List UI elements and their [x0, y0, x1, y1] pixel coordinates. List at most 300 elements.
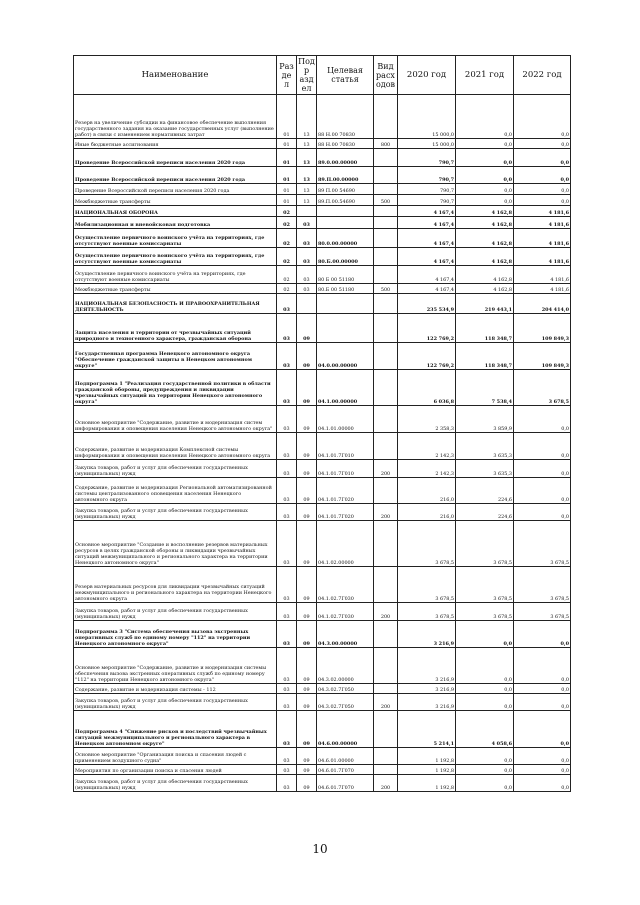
row-podrazdel-cell: 13 [297, 149, 317, 167]
row-razdel-cell: 03 [277, 711, 297, 748]
row-2022-cell: 0,0 [514, 684, 571, 694]
row-vid-cell [374, 478, 398, 504]
row-2021-cell: 219 443,1 [456, 294, 514, 314]
row-name-cell: Основное мероприятие "Содержание, развитие и модернизация системы обеспечения вызова экстренных оперативных служб по единому номеру "112" на территории Ненецкого автономного округа" [74, 648, 277, 684]
row-2022-cell: 0,0 [514, 95, 571, 139]
row-statya-cell: 04.6.00.00000 [317, 711, 374, 748]
row-2020-cell: 2 142,3 [398, 460, 456, 478]
row-2020-cell: 1 192,8 [398, 748, 456, 765]
row-name-cell: Основное мероприятие "Создание и восполнение резервов материальных ресурсов в целях гражданской обороны и ликвидации чрезвычайных ситуаций межмуниципального и регионального характера на территории Ненецкого автономного округа" [74, 521, 277, 567]
row-name-cell: Содержание, развитие и модернизация Комплексной системы информирования и оповещения населения Ненецкого автономного округа [74, 433, 277, 460]
row-name-cell: Закупка товаров, работ и услуг для обеспечения государственных (муниципальных) нужд [74, 694, 277, 711]
table-row [74, 370, 571, 406]
row-statya-cell: 04.1.01.7Г020 [317, 504, 374, 521]
row-2021-cell: 3 678,5 [456, 567, 514, 603]
row-2020-cell: 2 142,3 [398, 433, 456, 460]
row-name-cell: Осуществление первичного воинского учёта на территориях, где отсутствуют военные комиссариаты [74, 248, 277, 266]
row-razdel-cell: 03 [277, 460, 297, 478]
row-vid-cell [374, 95, 398, 139]
row-name-cell: Подпрограмма 4 "Снижение рисков и последствий чрезвычайных ситуаций межмуниципального и регионального характера в Ненецком автономном округе" [74, 711, 277, 748]
page-number: 10 [312, 842, 328, 856]
table-row [74, 248, 571, 266]
row-razdel-cell: 01 [277, 95, 297, 139]
row-vid-cell: 200 [374, 460, 398, 478]
row-2022-cell: 0,0 [514, 149, 571, 167]
table-row [74, 195, 571, 206]
row-podrazdel-cell: 09 [297, 621, 317, 648]
row-podrazdel-cell: 09 [297, 775, 317, 792]
row-2022-cell: 3 678,5 [514, 370, 571, 406]
row-name-cell: Закупка товаров, работ и услуг для обеспечения государственных (муниципальных) нужд [74, 775, 277, 792]
row-name-cell: Межбюджетные трансферты [74, 284, 277, 294]
row-2022-cell: 3 678,5 [514, 521, 571, 567]
row-podrazdel-cell: 03 [297, 229, 317, 248]
row-name-cell: Основное мероприятие "Содержание, развитие и модернизация систем информирования и оповещения населения Ненецкого автономного округа" [74, 406, 277, 433]
table-row [74, 603, 571, 621]
row-statya-cell: 04.1.01.00000 [317, 406, 374, 433]
row-2021-cell: 0,0 [456, 694, 514, 711]
row-podrazdel-cell: 03 [297, 284, 317, 294]
row-vid-cell [374, 217, 398, 229]
row-podrazdel-cell: 09 [297, 711, 317, 748]
row-statya-cell: 04.0.00.00000 [317, 343, 374, 370]
row-name-cell: Закупка товаров, работ и услуг для обеспечения государственных (муниципальных) нужд [74, 460, 277, 478]
row-2021-cell: 0,0 [456, 648, 514, 684]
row-statya-cell [317, 294, 374, 314]
row-2021-cell: 3 678,5 [456, 603, 514, 621]
row-podrazdel-cell: 09 [297, 765, 317, 775]
row-razdel-cell: 02 [277, 266, 297, 284]
row-2022-cell: 0,0 [514, 504, 571, 521]
row-razdel-cell: 03 [277, 343, 297, 370]
header-year-2021: 2021 год [456, 56, 514, 95]
row-name-cell: Государственная программа Ненецкого автономного округа "Обеспечение гражданской защиты в Ненецком автономном округе" [74, 343, 277, 370]
row-podrazdel-cell: 09 [297, 748, 317, 765]
row-2022-cell: 0,0 [514, 775, 571, 792]
row-2021-cell: 0,0 [456, 765, 514, 775]
row-name-cell: Защита населения и территории от чрезвычайных ситуаций природного и техногенного характера, гражданская оборона [74, 314, 277, 343]
row-2020-cell: 1 192,8 [398, 775, 456, 792]
row-statya-cell: 04.6.01.00000 [317, 748, 374, 765]
row-podrazdel-cell: 09 [297, 433, 317, 460]
row-2020-cell: 790,7 [398, 184, 456, 195]
row-2021-cell: 0,0 [456, 621, 514, 648]
row-vid-cell [374, 765, 398, 775]
row-podrazdel-cell: 13 [297, 167, 317, 184]
header-year-2020: 2020 год [398, 56, 456, 95]
row-name-cell: Подпрограмма 3 "Система обеспечения вызова экстренных оперативных служб по единому номеру "112" на территории Ненецкого автономного округа" [74, 621, 277, 648]
row-name-cell: Межбюджетные трансферты [74, 195, 277, 206]
table-body [74, 95, 571, 792]
row-2022-cell: 0,0 [514, 765, 571, 775]
row-razdel-cell: 03 [277, 765, 297, 775]
row-2021-cell: 4 162,8 [456, 229, 514, 248]
row-2021-cell: 0,0 [456, 167, 514, 184]
row-podrazdel-cell: 09 [297, 314, 317, 343]
row-2021-cell: 0,0 [456, 684, 514, 694]
header-razdel: Разде л [277, 56, 297, 95]
row-podrazdel-cell: 09 [297, 370, 317, 406]
row-razdel-cell: 02 [277, 248, 297, 266]
row-2021-cell: 4 162,8 [456, 284, 514, 294]
row-2021-cell: 224,6 [456, 478, 514, 504]
budget-table [73, 55, 571, 792]
row-statya-cell: 04.3.02.7Г050 [317, 684, 374, 694]
row-razdel-cell: 03 [277, 314, 297, 343]
row-razdel-cell: 03 [277, 621, 297, 648]
row-podrazdel-cell: 09 [297, 478, 317, 504]
table-row [74, 217, 571, 229]
table-row [74, 765, 571, 775]
row-name-cell: Мобилизационная и вневойсковая подготовка [74, 217, 277, 229]
row-vid-cell [374, 370, 398, 406]
row-2020-cell: 4 167,4 [398, 206, 456, 217]
table-row [74, 206, 571, 217]
table-header-row [74, 56, 571, 95]
row-2021-cell: 224,6 [456, 504, 514, 521]
row-2022-cell: 0,0 [514, 478, 571, 504]
row-podrazdel-cell [297, 294, 317, 314]
row-statya-cell [317, 314, 374, 343]
table-row [74, 775, 571, 792]
row-2021-cell: 3 678,5 [456, 521, 514, 567]
row-razdel-cell: 02 [277, 229, 297, 248]
row-2022-cell: 109 849,3 [514, 314, 571, 343]
row-2020-cell: 5 214,1 [398, 711, 456, 748]
row-2020-cell: 3 678,5 [398, 567, 456, 603]
row-vid-cell [374, 433, 398, 460]
row-2022-cell: 4 181,6 [514, 266, 571, 284]
row-podrazdel-cell: 09 [297, 694, 317, 711]
row-2022-cell: 0,0 [514, 711, 571, 748]
row-razdel-cell: 03 [277, 433, 297, 460]
row-statya-cell: 04.3.02.7Г050 [317, 694, 374, 711]
row-name-cell: Проведение Всероссийской переписи населения 2020 года [74, 184, 277, 195]
row-razdel-cell: 01 [277, 195, 297, 206]
header-name: Наименование [74, 56, 277, 95]
row-2020-cell: 15 000,0 [398, 95, 456, 139]
row-name-cell: Содержание, развитие и модернизация Региональной автоматизированной системы централизованного оповещения населения Ненецкого автономного округа [74, 478, 277, 504]
table-row [74, 521, 571, 567]
row-statya-cell: 04.1.01.7Г010 [317, 460, 374, 478]
row-2022-cell: 0,0 [514, 139, 571, 149]
row-podrazdel-cell: 09 [297, 567, 317, 603]
row-name-cell: Резерв материальных ресурсов для ликвидации чрезвычайных ситуаций межмуниципального и регионального характера на территории Ненецкого автономного округа [74, 567, 277, 603]
row-2021-cell: 4 162,8 [456, 266, 514, 284]
row-2022-cell: 4 181,6 [514, 206, 571, 217]
row-statya-cell: 04.1.01.7Г010 [317, 433, 374, 460]
row-statya-cell: 04.3.00.00000 [317, 621, 374, 648]
table-row [74, 433, 571, 460]
row-2022-cell: 4 181,6 [514, 217, 571, 229]
row-statya-cell: 04.6.01.7Г070 [317, 775, 374, 792]
row-2020-cell: 3 216,9 [398, 648, 456, 684]
row-2021-cell: 0,0 [456, 195, 514, 206]
row-statya-cell: 04.1.02.7Г030 [317, 603, 374, 621]
row-name-cell: Основное мероприятие "Организация поиска и спасения людей с применением воздушного судна" [74, 748, 277, 765]
row-name-cell: Проведение Всероссийской переписи населения 2020 года [74, 167, 277, 184]
row-vid-cell [374, 184, 398, 195]
row-vid-cell [374, 521, 398, 567]
header-podrazdel: Подр аздел [298, 57, 315, 93]
row-vid-cell [374, 748, 398, 765]
row-razdel-cell: 01 [277, 167, 297, 184]
row-2021-cell: 0,0 [456, 149, 514, 167]
row-vid-cell: 200 [374, 603, 398, 621]
table-row [74, 149, 571, 167]
table-row [74, 184, 571, 195]
row-podrazdel-cell: 09 [297, 684, 317, 694]
table-row [74, 711, 571, 748]
row-vid-cell: 200 [374, 694, 398, 711]
row-razdel-cell: 03 [277, 370, 297, 406]
row-2021-cell: 4 058,6 [456, 711, 514, 748]
row-2020-cell: 3 216,9 [398, 694, 456, 711]
table-row [74, 314, 571, 343]
row-statya-cell: 04.1.02.7Г030 [317, 567, 374, 603]
row-vid-cell [374, 684, 398, 694]
row-podrazdel-cell [297, 206, 317, 217]
table-row [74, 460, 571, 478]
row-razdel-cell: 03 [277, 694, 297, 711]
row-2020-cell: 235 534,9 [398, 294, 456, 314]
table-row [74, 406, 571, 433]
row-2020-cell: 790,7 [398, 167, 456, 184]
row-2020-cell: 122 769,2 [398, 314, 456, 343]
row-2020-cell: 216,0 [398, 478, 456, 504]
row-razdel-cell: 03 [277, 648, 297, 684]
row-razdel-cell: 03 [277, 775, 297, 792]
row-2020-cell: 4 167,4 [398, 217, 456, 229]
row-2020-cell: 15 000,0 [398, 139, 456, 149]
row-statya-cell: 89 П.00 54690 [317, 184, 374, 195]
row-name-cell: Иные бюджетные ассигнования [74, 139, 277, 149]
row-2021-cell: 0,0 [456, 184, 514, 195]
row-2020-cell: 2 358,3 [398, 406, 456, 433]
row-2020-cell: 4 167,4 [398, 248, 456, 266]
row-podrazdel-cell: 09 [297, 648, 317, 684]
row-2021-cell: 4 162,8 [456, 248, 514, 266]
row-2020-cell: 790,7 [398, 195, 456, 206]
row-2021-cell: 118 348,7 [456, 314, 514, 343]
row-2020-cell: 122 769,2 [398, 343, 456, 370]
row-statya-cell: 80.0.00.00000 [317, 229, 374, 248]
row-razdel-cell: 03 [277, 504, 297, 521]
row-2021-cell: 4 162,8 [456, 217, 514, 229]
row-2021-cell: 4 162,8 [456, 206, 514, 217]
table-row [74, 504, 571, 521]
header-statya: Целевая статья [317, 56, 374, 95]
row-2020-cell: 4 167,4 [398, 229, 456, 248]
table-row [74, 748, 571, 765]
row-vid-cell [374, 406, 398, 433]
row-2020-cell: 4 167,4 [398, 284, 456, 294]
table-row [74, 684, 571, 694]
row-razdel-cell: 03 [277, 567, 297, 603]
row-razdel-cell: 03 [277, 478, 297, 504]
row-2022-cell: 4 181,6 [514, 229, 571, 248]
row-statya-cell [317, 217, 374, 229]
table-row [74, 95, 571, 139]
table-row [74, 343, 571, 370]
row-statya-cell: 04.1.02.00000 [317, 521, 374, 567]
row-vid-cell [374, 206, 398, 217]
row-razdel-cell: 01 [277, 139, 297, 149]
row-razdel-cell: 03 [277, 521, 297, 567]
row-2022-cell: 0,0 [514, 195, 571, 206]
row-2022-cell: 0,0 [514, 433, 571, 460]
row-vid-cell [374, 343, 398, 370]
row-2022-cell: 3 678,5 [514, 603, 571, 621]
row-2020-cell: 216,0 [398, 504, 456, 521]
row-razdel-cell: 03 [277, 603, 297, 621]
row-vid-cell [374, 294, 398, 314]
row-vid-cell [374, 314, 398, 343]
row-statya-cell: 80 Б 00 51180 [317, 266, 374, 284]
row-2022-cell: 0,0 [514, 694, 571, 711]
row-razdel-cell: 03 [277, 294, 297, 314]
row-statya-cell: 88 Н.00 70830 [317, 95, 374, 139]
row-2020-cell: 790,7 [398, 149, 456, 167]
row-razdel-cell: 03 [277, 748, 297, 765]
row-2022-cell: 0,0 [514, 167, 571, 184]
row-2022-cell: 3 678,5 [514, 567, 571, 603]
row-2022-cell: 4 181,6 [514, 248, 571, 266]
row-statya-cell: 89.П.00.00000 [317, 167, 374, 184]
row-razdel-cell: 01 [277, 149, 297, 167]
row-name-cell: НАЦИОНАЛЬНАЯ БЕЗОПАСНОСТЬ И ПРАВООХРАНИТЕЛЬНАЯ ДЕЯТЕЛЬНОСТЬ [74, 294, 277, 314]
row-2021-cell: 3 859,9 [456, 406, 514, 433]
table-row [74, 294, 571, 314]
row-vid-cell: 800 [374, 139, 398, 149]
table-row [74, 567, 571, 603]
row-2022-cell: 0,0 [514, 460, 571, 478]
row-name-cell: Осуществление первичного воинского учёта на территориях, где отсутствуют военные комиссариаты [74, 266, 277, 284]
row-vid-cell: 500 [374, 195, 398, 206]
row-2021-cell: 7 538,4 [456, 370, 514, 406]
row-name-cell: Подпрограмма 1 "Реализация государственной политики в области гражданской обороны, предупреждения и ликвидации чрезвычайных ситуаций на территории Ненецкого автономного округа" [74, 370, 277, 406]
row-statya-cell: 88 Н.00 70830 [317, 139, 374, 149]
table-row [74, 694, 571, 711]
row-razdel-cell: 02 [277, 206, 297, 217]
row-2021-cell: 0,0 [456, 748, 514, 765]
table-row [74, 229, 571, 248]
row-vid-cell [374, 248, 398, 266]
row-2022-cell: 0,0 [514, 406, 571, 433]
row-statya-cell: 89.0.00.00000 [317, 149, 374, 167]
table-row [74, 167, 571, 184]
row-podrazdel-cell: 03 [297, 248, 317, 266]
table-row [74, 621, 571, 648]
row-statya-cell: 04.1.01.7Г020 [317, 478, 374, 504]
row-2020-cell: 3 678,5 [398, 521, 456, 567]
header-vid: Вид расх одов [374, 56, 398, 95]
row-name-cell: Содержание, развитие и модернизация системы - 112 [74, 684, 277, 694]
row-name-cell: Закупка товаров, работ и услуг для обеспечения государственных (муниципальных) нужд [74, 504, 277, 521]
table-row [74, 648, 571, 684]
row-vid-cell: 200 [374, 504, 398, 521]
row-razdel-cell: 02 [277, 217, 297, 229]
row-2022-cell: 0,0 [514, 621, 571, 648]
row-podrazdel-cell: 09 [297, 603, 317, 621]
row-2022-cell: 204 414,0 [514, 294, 571, 314]
row-vid-cell: 500 [374, 284, 398, 294]
table-row [74, 284, 571, 294]
row-2020-cell: 3 216,9 [398, 621, 456, 648]
table-row [74, 478, 571, 504]
row-2020-cell: 4 167,4 [398, 266, 456, 284]
row-2021-cell: 0,0 [456, 139, 514, 149]
row-2020-cell: 6 036,8 [398, 370, 456, 406]
row-2021-cell: 3 635,3 [456, 433, 514, 460]
row-2022-cell: 0,0 [514, 748, 571, 765]
row-podrazdel-cell: 13 [297, 139, 317, 149]
table-row [74, 266, 571, 284]
row-2020-cell: 3 216,9 [398, 684, 456, 694]
row-podrazdel-cell: 03 [297, 217, 317, 229]
row-podrazdel-cell: 09 [297, 521, 317, 567]
row-vid-cell [374, 621, 398, 648]
row-vid-cell [374, 266, 398, 284]
row-statya-cell: 04.6.01.7Г070 [317, 765, 374, 775]
row-razdel-cell: 03 [277, 684, 297, 694]
row-statya-cell: 04.3.02.00000 [317, 648, 374, 684]
row-name-cell: НАЦИОНАЛЬНАЯ ОБОРОНА [74, 206, 277, 217]
row-podrazdel-cell: 13 [297, 195, 317, 206]
row-name-cell: Резерв на увеличение субсидии на финансовое обеспечение выполнения государственного задания на оказание государственных услуг (выполнение работ) в связи с изменением нормативных затрат [74, 95, 277, 139]
row-vid-cell [374, 648, 398, 684]
row-2022-cell: 4 181,6 [514, 284, 571, 294]
row-statya-cell: 89.П.00.54690 [317, 195, 374, 206]
row-podrazdel-cell: 13 [297, 95, 317, 139]
row-name-cell: Осуществление первичного воинского учёта на территориях, где отсутствуют военные комиссариаты [74, 229, 277, 248]
row-statya-cell: 04.1.00.00000 [317, 370, 374, 406]
row-razdel-cell: 02 [277, 284, 297, 294]
row-2021-cell: 0,0 [456, 95, 514, 139]
row-podrazdel-cell: 03 [297, 266, 317, 284]
row-2020-cell: 1 192,8 [398, 765, 456, 775]
row-2020-cell: 3 678,5 [398, 603, 456, 621]
row-statya-cell: 80.Б 00 51180 [317, 284, 374, 294]
row-razdel-cell: 01 [277, 184, 297, 195]
row-2022-cell: 0,0 [514, 184, 571, 195]
row-vid-cell: 200 [374, 775, 398, 792]
row-statya-cell: 80.Б.00.00000 [317, 248, 374, 266]
row-2022-cell: 0,0 [514, 648, 571, 684]
row-name-cell: Закупка товаров, работ и услуг для обеспечения государственных (муниципальных) нужд [74, 603, 277, 621]
row-podrazdel-cell: 13 [297, 184, 317, 195]
row-podrazdel-cell: 09 [297, 460, 317, 478]
row-podrazdel-cell: 09 [297, 343, 317, 370]
row-name-cell: Мероприятия по организации поиска и спасения людей [74, 765, 277, 775]
row-podrazdel-cell: 09 [297, 504, 317, 521]
row-2021-cell: 3 635,3 [456, 460, 514, 478]
row-vid-cell [374, 711, 398, 748]
row-2022-cell: 109 849,3 [514, 343, 571, 370]
row-vid-cell [374, 229, 398, 248]
header-year-2022: 2022 год [514, 56, 571, 95]
table-row [74, 139, 571, 149]
row-name-cell: Проведение Всероссийской переписи населения 2020 года [74, 149, 277, 167]
row-vid-cell [374, 167, 398, 184]
row-statya-cell [317, 206, 374, 217]
row-podrazdel-cell: 09 [297, 406, 317, 433]
row-vid-cell [374, 149, 398, 167]
row-razdel-cell: 03 [277, 406, 297, 433]
row-2021-cell: 0,0 [456, 775, 514, 792]
row-2021-cell: 118 348,7 [456, 343, 514, 370]
row-vid-cell [374, 567, 398, 603]
